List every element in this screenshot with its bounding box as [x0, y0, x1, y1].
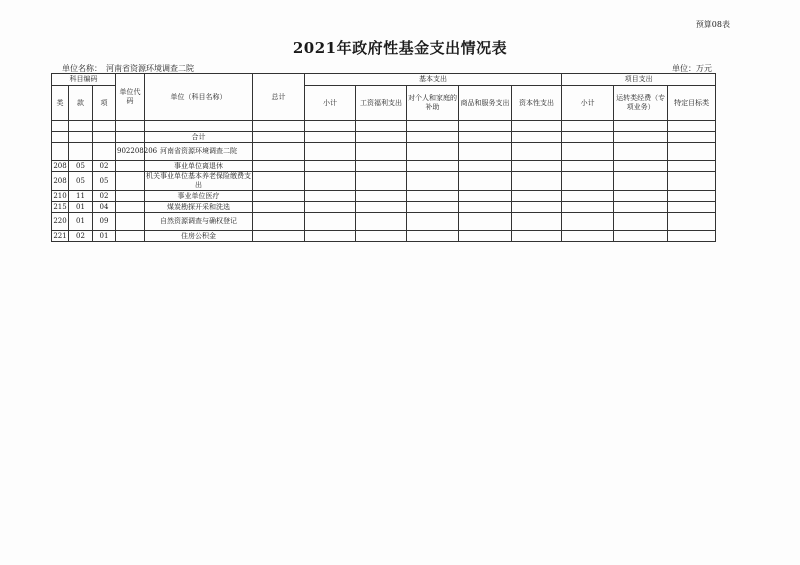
row-lei: 208 [53, 161, 67, 170]
row-name: 机关事业单位基本养老保险缴费支出 [146, 172, 252, 189]
unit-row [52, 143, 716, 161]
total-row-label: 合计 [145, 132, 253, 143]
unit-code-header: 单位代码 [116, 74, 145, 121]
row-lei: 210 [53, 191, 67, 200]
row-kuan: 05 [69, 172, 93, 191]
row-lei: 215 [53, 202, 67, 211]
row-name: 自然资源调查与确权登记 [145, 213, 253, 231]
unit-row-name: 河南省资源环境调查二院 [145, 143, 253, 161]
total-row [52, 132, 716, 143]
project-operating-header: 运转类经费（专项业务） [614, 86, 668, 121]
table-row [52, 191, 716, 202]
project-expenditure-header: 项目支出 [562, 74, 716, 86]
table-row [52, 161, 716, 172]
row-kuan: 01 [69, 202, 93, 213]
unit-name-value: 河南省资源环境调查二院 [106, 64, 194, 73]
table-row [52, 213, 716, 231]
row-xiang: 04 [93, 202, 116, 213]
basic-subtotal-header: 小计 [305, 86, 356, 121]
basic-expenditure-header: 基本支出 [305, 74, 562, 86]
row-kuan: 11 [69, 191, 93, 202]
row-lei: 208 [52, 172, 69, 191]
form-code: 预算08表 [695, 20, 730, 29]
unit-row-code: 902208206 [116, 143, 145, 161]
row-xiang: 01 [93, 231, 116, 242]
unit-subject-name-header: 单位（科目名称） [145, 74, 253, 121]
project-subtotal-header: 小计 [562, 86, 614, 121]
header-row-1 [52, 74, 716, 86]
row-xiang: 02 [93, 161, 116, 172]
row-name: 事业单位医疗 [145, 191, 253, 202]
row-kuan: 01 [69, 213, 93, 231]
row-xiang: 09 [93, 213, 116, 231]
basic-personal-header: 对个人和家庭的补助 [407, 86, 459, 121]
xiang-header: 项 [93, 86, 116, 121]
fund-expenditure-table [51, 73, 716, 242]
table-row [52, 172, 716, 191]
row-name: 煤炭勘探开采和洗选 [145, 202, 253, 213]
row-lei: 221 [53, 231, 67, 240]
basic-wages-header: 工资福利支出 [356, 86, 407, 121]
row-name: 事业单位离退休 [145, 161, 253, 172]
total-header: 总计 [253, 74, 305, 121]
document-title: 2021年政府性基金支出情况表 [292, 39, 508, 57]
row-xiang: 05 [93, 172, 116, 191]
project-target-header: 特定目标类 [668, 86, 716, 121]
table-row [52, 231, 716, 242]
subject-code-header: 科目编码 [52, 74, 116, 86]
kuan-header: 款 [69, 86, 93, 121]
row-kuan: 05 [69, 161, 93, 172]
lei-header: 类 [52, 86, 69, 121]
row-xiang: 02 [93, 191, 116, 202]
row-kuan: 02 [69, 231, 93, 242]
row-name: 住房公积金 [145, 231, 253, 242]
table-row [52, 202, 716, 213]
basic-capital-header: 资本性支出 [512, 86, 562, 121]
basic-goods-header: 商品和服务支出 [459, 86, 512, 121]
unit-name-label: 单位名称： [62, 64, 102, 73]
row-lei: 220 [52, 213, 69, 231]
currency-unit: 单位：万元 [672, 64, 712, 73]
blank-row [52, 121, 716, 132]
